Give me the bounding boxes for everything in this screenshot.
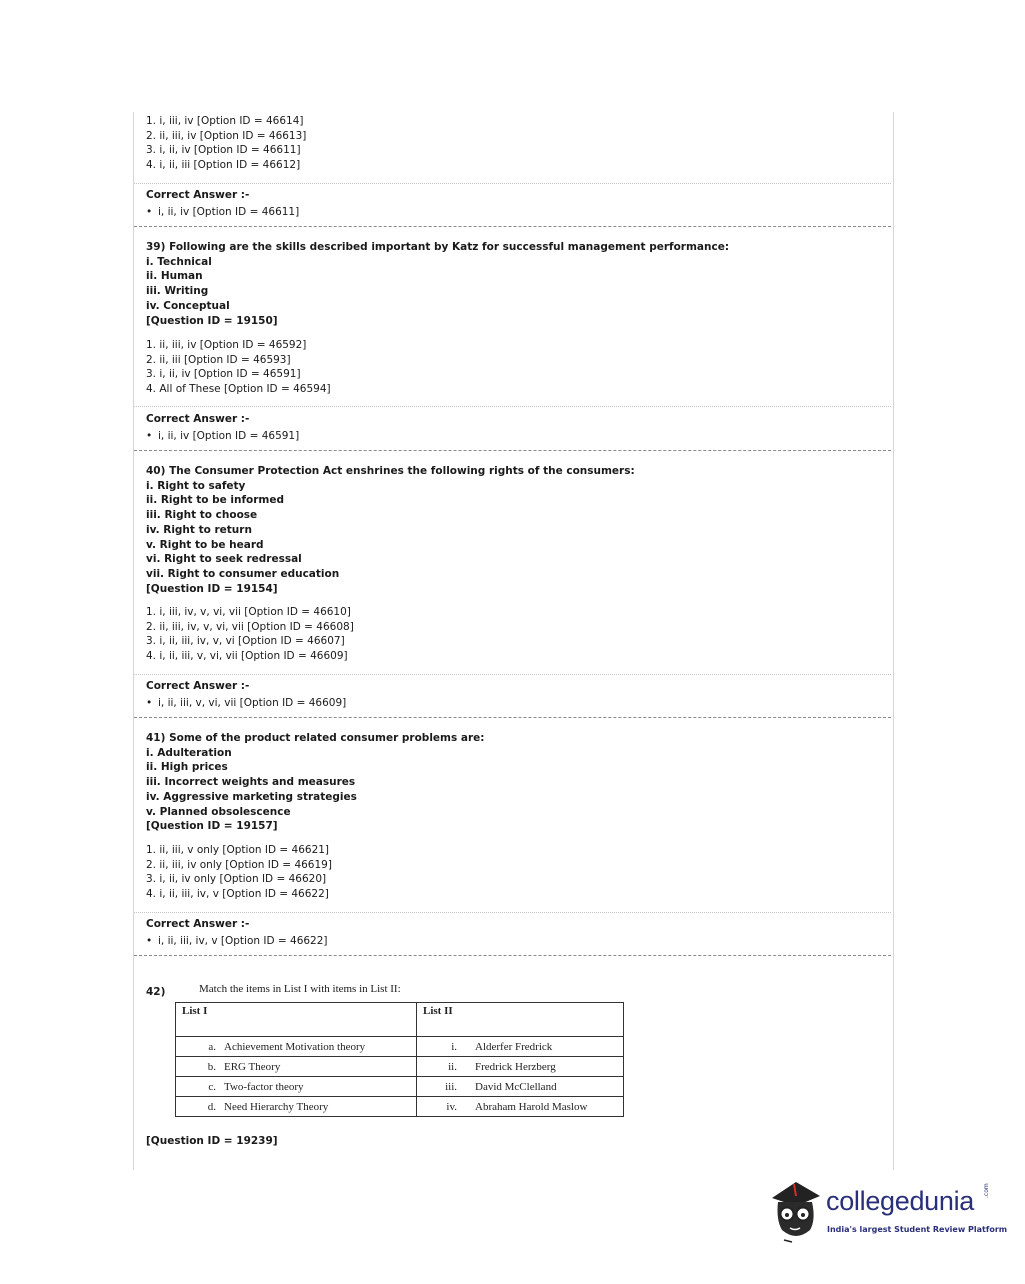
question-item: v. Right to be heard bbox=[146, 538, 264, 551]
logo-tld: .com bbox=[983, 1183, 990, 1198]
logo-tagline: India's largest Student Review Platform bbox=[827, 1225, 1008, 1234]
list2-value: Abraham Harold Maslow bbox=[475, 1100, 588, 1113]
correct-answer-label: Correct Answer :- bbox=[146, 189, 250, 201]
option: 1. ii, iii, v only [Option ID = 46621] bbox=[146, 844, 330, 856]
list2-key: i. bbox=[451, 1040, 457, 1053]
option: 2. ii, iii, iv, v, vi, vii [Option ID = 46608] bbox=[146, 620, 354, 633]
option: 4. i, ii, iii, v, vi, vii [Option ID = 46609] bbox=[146, 650, 348, 663]
question-id: [Question ID = 19154] bbox=[146, 582, 278, 595]
question-item: i. Adulteration bbox=[146, 746, 232, 759]
table-row bbox=[176, 1077, 624, 1097]
q39-options bbox=[134, 338, 891, 397]
option: 2. ii, iii, iv only [Option ID = 46619] bbox=[146, 858, 332, 871]
mascot-icon bbox=[766, 1176, 824, 1246]
question-stem: 39) Following are the skills described important by Katz for successful management performance: bbox=[146, 241, 730, 253]
q40-options bbox=[134, 605, 891, 664]
question-item: ii. High prices bbox=[146, 761, 228, 774]
question-stem: 40) The Consumer Protection Act enshrines the following rights of the consumers: bbox=[146, 465, 635, 477]
question-item: iii. Writing bbox=[146, 285, 209, 298]
list1-key: c. bbox=[208, 1080, 216, 1093]
list1-value: Achievement Motivation theory bbox=[224, 1040, 366, 1053]
question-id: [Question ID = 19239] bbox=[146, 1135, 278, 1147]
table-header-row bbox=[176, 1003, 624, 1037]
q39-answer-block bbox=[134, 412, 891, 443]
q41-options bbox=[134, 843, 891, 902]
table-row bbox=[176, 1057, 624, 1077]
question-instruction: Match the items in List I with items in List II: bbox=[199, 983, 401, 995]
option: 2. ii, iii, iv [Option ID = 46613] bbox=[146, 129, 307, 142]
q38-options bbox=[134, 114, 891, 173]
option: 4. i, ii, iii, iv, v [Option ID = 46622] bbox=[146, 888, 329, 901]
option: 3. i, ii, iv only [Option ID = 46620] bbox=[146, 873, 327, 886]
divider bbox=[134, 183, 891, 184]
list2-value: David McClelland bbox=[475, 1080, 557, 1093]
question-item: iv. Aggressive marketing strategies bbox=[146, 790, 357, 803]
question-item: vi. Right to seek redressal bbox=[146, 553, 302, 566]
question-item: i. Right to safety bbox=[146, 479, 246, 492]
q41-block bbox=[134, 731, 891, 834]
correct-answer-label: Correct Answer :- bbox=[146, 918, 250, 930]
collegedunia-logo[interactable] bbox=[766, 1176, 1008, 1248]
option: 3. i, ii, iv [Option ID = 46591] bbox=[146, 368, 301, 381]
option: 2. ii, iii [Option ID = 46593] bbox=[146, 353, 291, 366]
divider bbox=[134, 406, 891, 407]
question-separator bbox=[134, 955, 891, 956]
option: 4. i, ii, iii [Option ID = 46612] bbox=[146, 159, 301, 172]
question-id: [Question ID = 19157] bbox=[146, 820, 278, 833]
list2-key: iii. bbox=[445, 1080, 457, 1093]
list2-value: Alderfer Fredrick bbox=[475, 1040, 553, 1053]
option: 1. i, iii, iv [Option ID = 46614] bbox=[146, 115, 304, 127]
question-id: [Question ID = 19150] bbox=[146, 314, 278, 327]
question-number: 42) bbox=[146, 986, 166, 998]
question-separator bbox=[134, 717, 891, 718]
q38-answer-block bbox=[134, 188, 891, 219]
question-item: v. Planned obsolescence bbox=[146, 805, 291, 818]
question-item: i. Technical bbox=[146, 255, 212, 268]
correct-answer: • i, ii, iii, v, vi, vii [Option ID = 46609] bbox=[146, 697, 347, 709]
divider bbox=[134, 674, 891, 675]
option: 3. i, ii, iv [Option ID = 46611] bbox=[146, 144, 301, 157]
list2-header: List II bbox=[417, 1003, 624, 1037]
match-table bbox=[175, 1002, 624, 1117]
divider bbox=[134, 912, 891, 913]
question-item: iv. Conceptual bbox=[146, 299, 230, 312]
list1-key: b. bbox=[207, 1060, 216, 1073]
question-separator bbox=[134, 226, 891, 227]
question-item: vii. Right to consumer education bbox=[146, 567, 340, 580]
list1-key: d. bbox=[207, 1100, 216, 1113]
option: 3. i, ii, iii, iv, v, vi [Option ID = 46607] bbox=[146, 635, 345, 648]
option: 1. i, iii, iv, v, vi, vii [Option ID = 46610] bbox=[146, 606, 351, 618]
option: 4. All of These [Option ID = 46594] bbox=[146, 383, 331, 396]
correct-answer: • i, ii, iv [Option ID = 46611] bbox=[146, 206, 300, 218]
correct-answer: • i, ii, iii, iv, v [Option ID = 46622] bbox=[146, 935, 328, 947]
list2-key: iv. bbox=[446, 1100, 457, 1113]
list1-header: List I bbox=[176, 1003, 417, 1037]
list1-value: ERG Theory bbox=[224, 1060, 281, 1073]
list2-value: Fredrick Herzberg bbox=[475, 1060, 556, 1073]
list1-key: a. bbox=[208, 1040, 216, 1053]
list1-value: Need Hierarchy Theory bbox=[224, 1100, 329, 1113]
list2-key: ii. bbox=[448, 1060, 457, 1073]
table-row bbox=[176, 1097, 624, 1117]
question-item: iv. Right to return bbox=[146, 523, 252, 536]
correct-answer-label: Correct Answer :- bbox=[146, 680, 250, 692]
table-row bbox=[176, 1037, 624, 1057]
list1-value: Two-factor theory bbox=[224, 1080, 304, 1093]
q41-answer-block bbox=[134, 917, 891, 948]
question-stem: 41) Some of the product related consumer problems are: bbox=[146, 732, 485, 744]
question-item: iii. Right to choose bbox=[146, 509, 258, 522]
question-item: ii. Right to be informed bbox=[146, 494, 284, 507]
q40-block bbox=[134, 464, 891, 596]
option: 1. ii, iii, iv [Option ID = 46592] bbox=[146, 339, 307, 351]
correct-answer-label: Correct Answer :- bbox=[146, 413, 250, 425]
question-item: iii. Incorrect weights and measures bbox=[146, 776, 356, 789]
logo-wordmark: collegedunia bbox=[826, 1186, 975, 1216]
q40-answer-block bbox=[134, 679, 891, 710]
q42-qid-block bbox=[134, 1134, 891, 1149]
q39-block bbox=[134, 240, 891, 328]
q42-header bbox=[134, 980, 891, 1000]
question-separator bbox=[134, 450, 891, 451]
question-item: ii. Human bbox=[146, 270, 203, 283]
correct-answer: • i, ii, iv [Option ID = 46591] bbox=[146, 430, 300, 442]
